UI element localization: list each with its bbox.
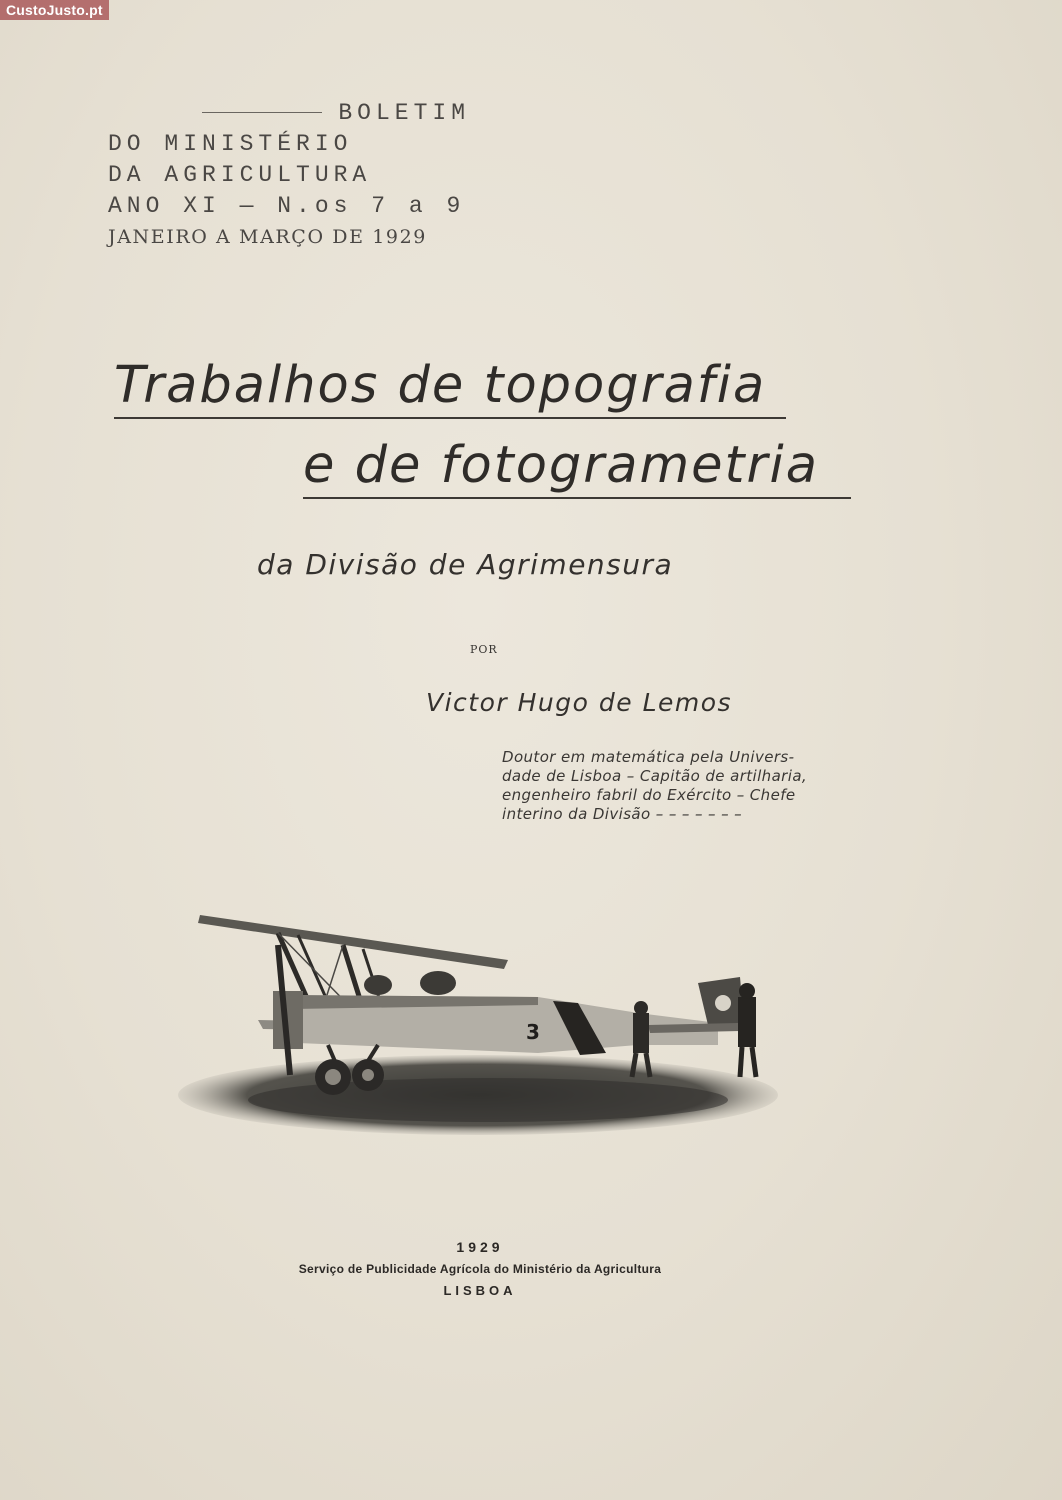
header-line-bulletin: BOLETIM — [338, 100, 470, 126]
author-credentials — [502, 748, 852, 824]
subtitle: da Divisão de Agrimensura — [257, 548, 674, 581]
title-line-1: Trabalhos de topografia — [114, 356, 786, 419]
fuselage-number: 3 — [526, 1020, 540, 1044]
header-line-date: JANEIRO A MARÇO DE 1929 — [108, 226, 427, 248]
credentials-line: interino da Divisão – – – – – – – — [502, 805, 743, 823]
header-rule — [202, 112, 322, 113]
bulletin-header — [108, 98, 470, 253]
mechanic-figure — [633, 1013, 649, 1053]
author-name: Victor Hugo de Lemos — [426, 688, 733, 717]
by-label: POR — [470, 643, 498, 656]
header-line-agriculture: DA AGRICULTURA — [108, 162, 372, 188]
publisher-name: Serviço de Publicidade Agrícola do Ministério da Agricultura — [298, 1262, 662, 1276]
header-line-ministry: DO MINISTÉRIO — [108, 131, 353, 157]
publication-city: LISBOA — [443, 1283, 517, 1298]
imprint — [250, 1236, 710, 1302]
header-line-issue: ANO XI — N.os 7 a 9 — [108, 193, 466, 219]
site-watermark[interactable]: CustoJusto.pt — [0, 0, 109, 20]
mechanic-figure — [738, 997, 756, 1047]
credentials-line: engenheiro fabril do Exército – Chefe — [502, 786, 796, 804]
title-line-2: e de fotogrametria — [303, 436, 851, 499]
biplane-illustration — [178, 905, 778, 1145]
credentials-line: dade de Lisboa – Capitão de artilharia, — [502, 767, 808, 785]
publication-year: 1929 — [456, 1239, 504, 1255]
upper-wing — [198, 915, 508, 969]
credentials-line: Doutor em matemática pela Univers- — [502, 748, 795, 766]
